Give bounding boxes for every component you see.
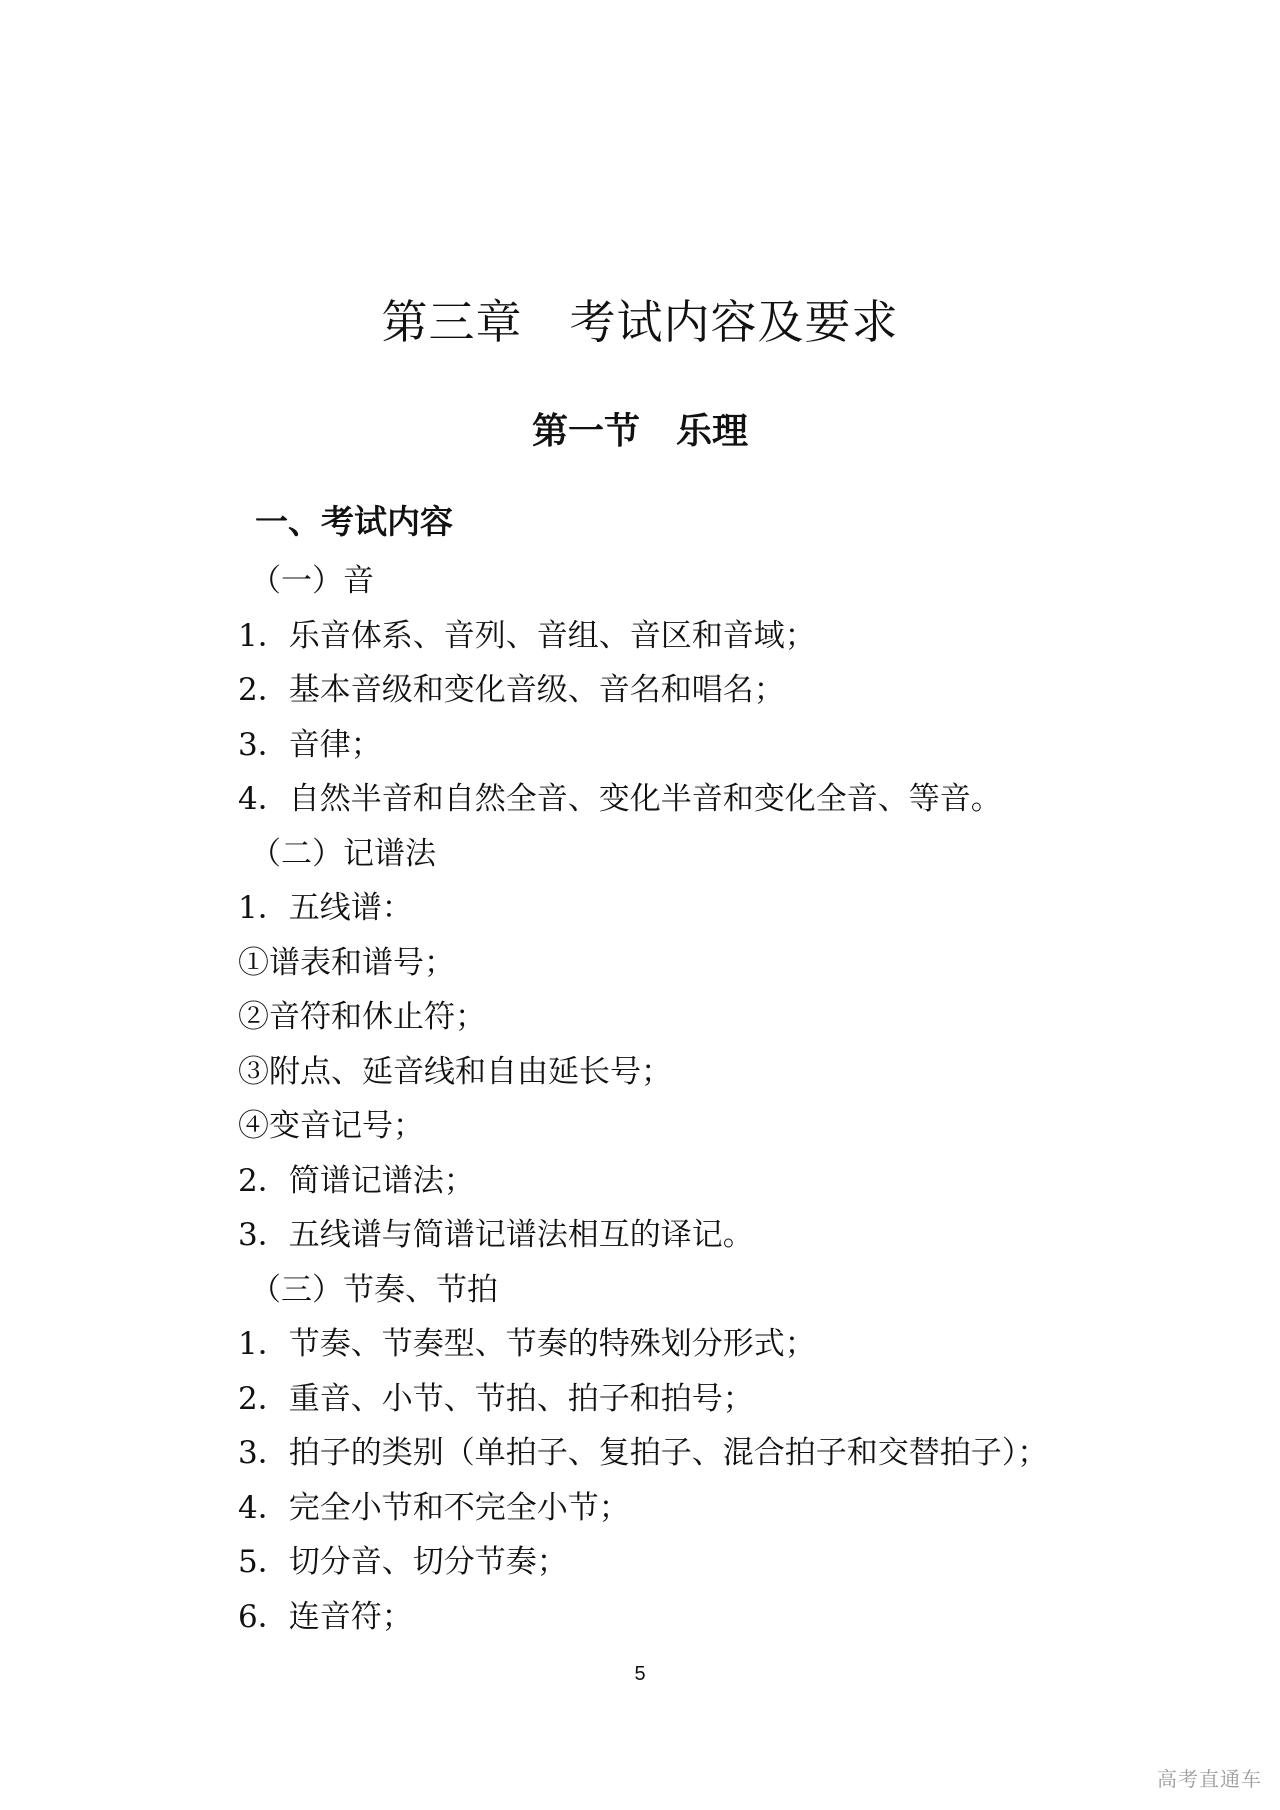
list-item: ③附点、延音线和自由延长号； <box>238 1053 672 1090</box>
subsection-heading: （一）音 <box>250 563 374 599</box>
section-title: 第一节 乐理 <box>531 411 748 452</box>
list-item: 2．基本音级和变化音级、音名和唱名； <box>238 672 785 708</box>
chapter-title: 第三章 考试内容及要求 <box>381 295 899 349</box>
subsection-heading: （三）节奏、节拍 <box>250 1271 498 1308</box>
list-item: ④变音记号； <box>238 1108 424 1144</box>
list-item: 1．节奏、节奏型、节奏的特殊划分形式； <box>238 1326 816 1362</box>
list-item: 3．音律； <box>238 726 382 763</box>
list-item: 1．乐音体系、音列、音组、音区和音域； <box>238 617 816 654</box>
content-heading: 一、考试内容 <box>255 502 453 541</box>
list-item: 3．拍子的类别（单拍子、复拍子、混合拍子和交替拍子）； <box>238 1435 1049 1471</box>
content-list <box>238 554 1138 1644</box>
list-item: 4．自然半音和自然全音、变化半音和变化全音、等音。 <box>238 781 1002 817</box>
list-item: 4．完全小节和不完全小节； <box>238 1489 630 1526</box>
list-item: 5．切分音、切分节奏； <box>238 1544 568 1580</box>
list-item: 3．五线谱与简谱记谱法相互的译记。 <box>238 1217 754 1253</box>
page-number: 5 <box>634 1663 646 1685</box>
list-item: 2．重音、小节、节拍、拍子和拍号； <box>238 1380 754 1417</box>
list-item: 1．五线谱： <box>238 890 413 926</box>
list-item: ②音符和休止符； <box>238 999 486 1035</box>
list-item: ①谱表和谱号； <box>238 944 455 981</box>
list-item: 2．简谱记谱法； <box>238 1162 475 1199</box>
list-item: 6．连音符； <box>238 1598 413 1635</box>
subsection-heading: （二）记谱法 <box>250 835 436 872</box>
watermark-text: 高考直通车 <box>1157 1767 1262 1791</box>
